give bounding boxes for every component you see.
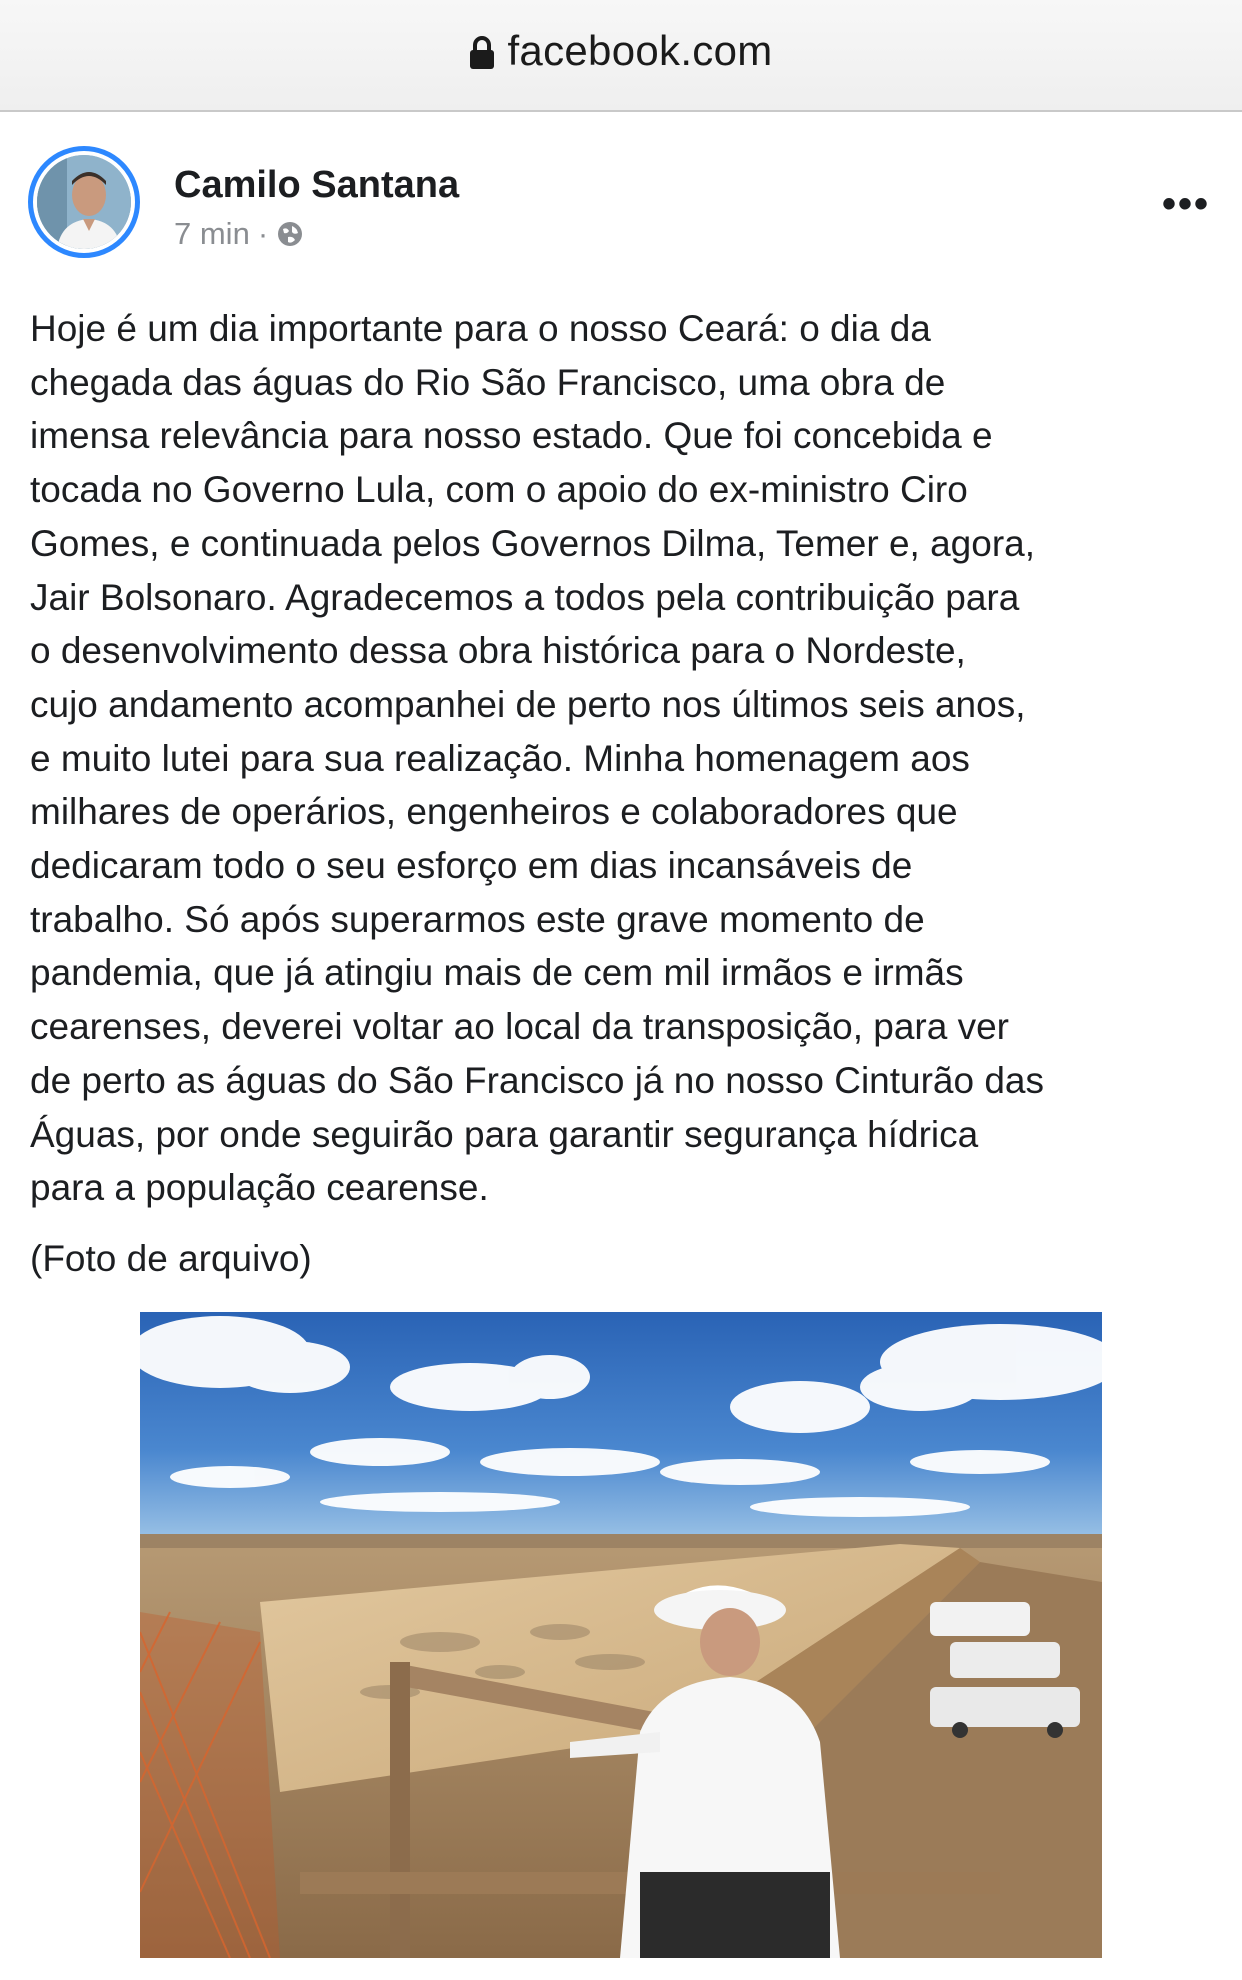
post-text-line: milhares de operários, engenheiros e colaboradores que [30,791,958,833]
post-text-line: tocada no Governo Lula, com o apoio do ex-ministro Ciro [30,469,968,511]
post-time[interactable]: 7 min [174,216,250,251]
post-text-line: cearenses, deverei voltar ao local da transposição, para ver [30,1006,1009,1048]
post-text-line: de perto as águas do São Francisco já no nosso Cinturão das [30,1059,1045,1101]
photo-caption: (Foto de arquivo) [30,1238,312,1279]
browser-url-bar[interactable] [0,0,1242,112]
post-text-line: Jair Bolsonaro. Agradecemos a todos pela contribuição para [30,576,1020,618]
post-header [28,142,1218,267]
lock-icon [469,36,495,70]
post-text-line: Águas, por onde seguirão para garantir segurança hídrica [30,1113,979,1155]
post-meta [174,216,304,252]
post-text-line: o desenvolvimento dessa obra histórica para o Nordeste, [30,630,966,672]
post-text-line: para a população cearense. [30,1167,489,1209]
avatar[interactable] [28,146,140,258]
url-text: facebook.com [507,27,773,74]
post-text-line: pandemia, que já atingiu mais de cem mil irmãos e irmãs [30,952,964,994]
post-text [30,302,1220,1215]
post-text-line: cujo andamento acompanhei de perto nos últimos seis anos, [30,683,1026,725]
post-text-line: Hoje é um dia importante para o nosso Ceará: o dia da [30,308,931,349]
post-text-line: Gomes, e continuada pelos Governos Dilma, Temer e, agora, [30,522,1035,564]
post-text-line: e muito lutei para sua realização. Minha homenagem aos [30,737,970,779]
more-options-button[interactable]: ••• [1161,182,1210,226]
post-text-line: trabalho. Só após superarmos este grave momento de [30,898,925,940]
post-photo[interactable] [140,1312,1102,1958]
avatar-photo [37,155,131,249]
author-name[interactable]: Camilo Santana [174,164,460,206]
meta-separator: · [257,216,269,251]
photo-scene [140,1312,1102,1958]
post-text-line: imensa relevância para nosso estado. Que foi concebida e [30,415,993,457]
post-text-line: dedicaram todo o seu esforço em dias incansáveis de [30,845,913,887]
post-text-line: chegada das águas do Rio São Francisco, uma obra de [30,361,946,403]
globe-icon [276,220,304,248]
